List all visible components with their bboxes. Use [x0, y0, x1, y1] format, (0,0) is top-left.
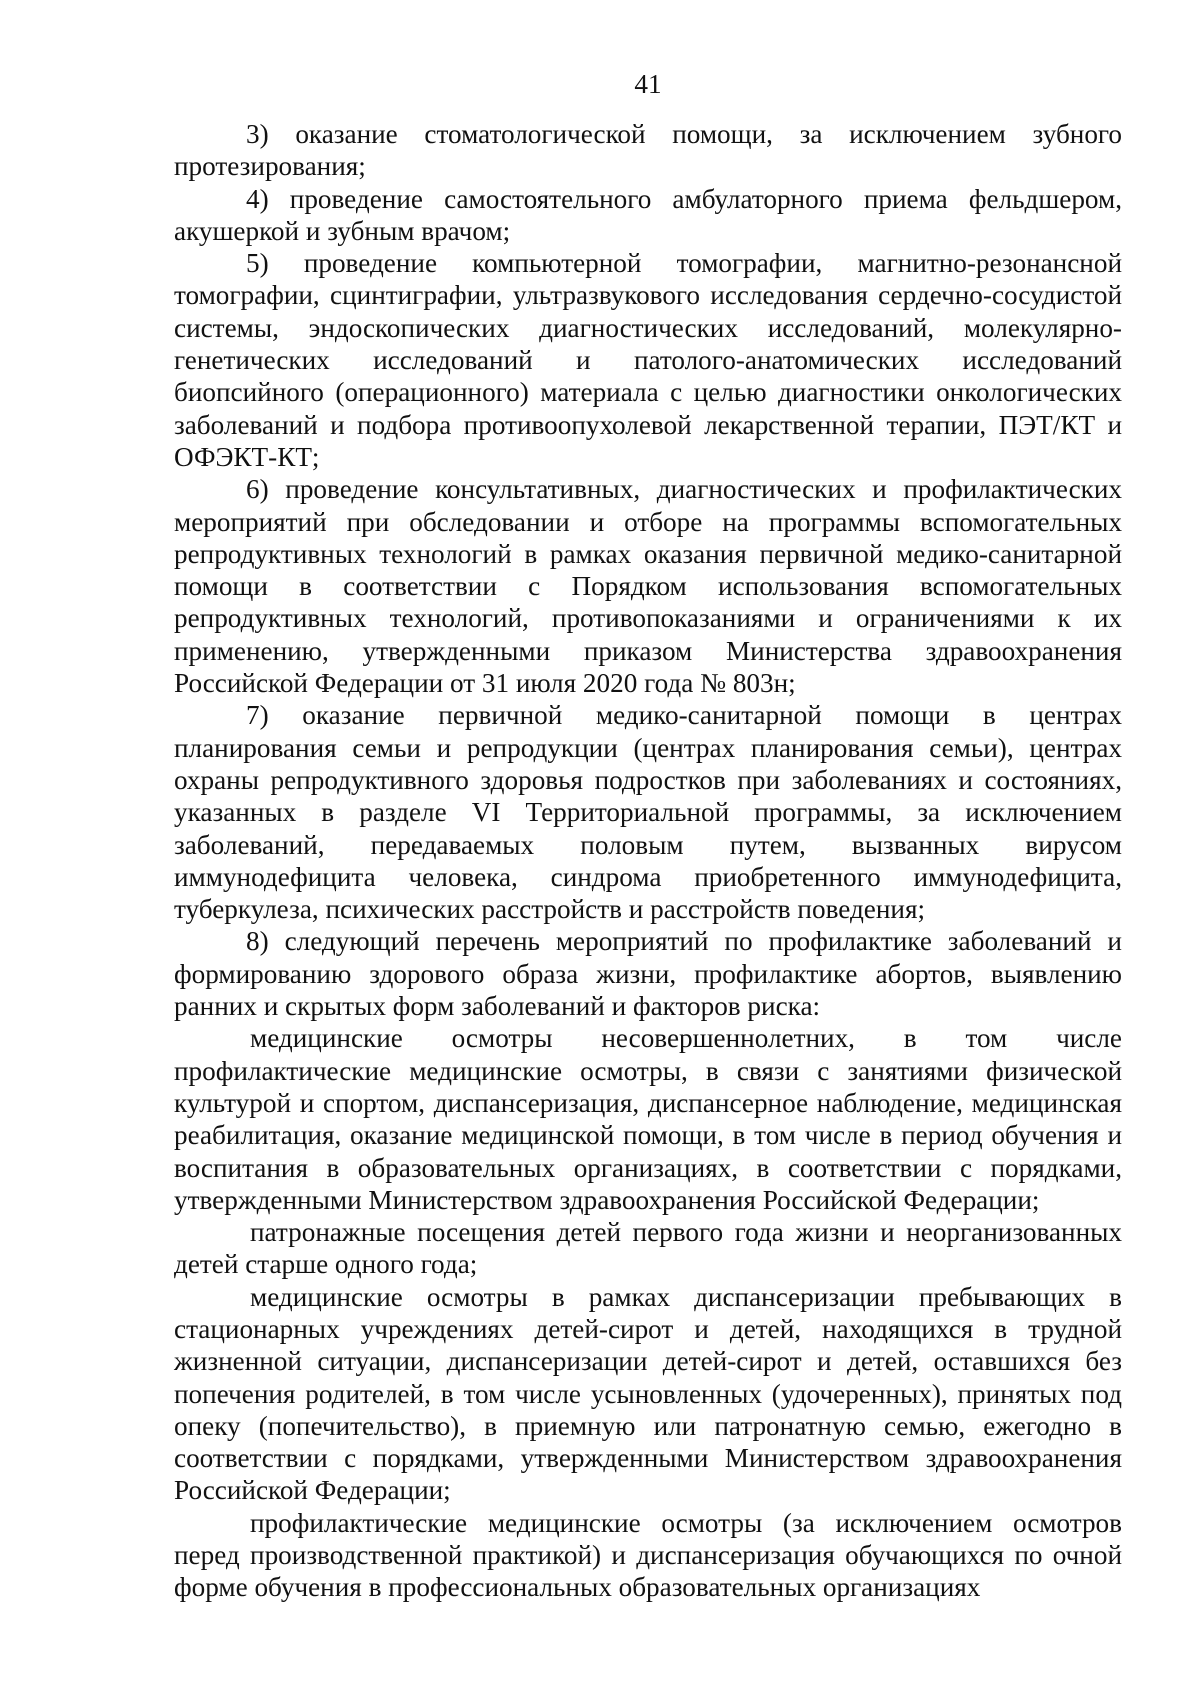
- paragraph-item-3: 3) оказание стоматологической помощи, за исключением зубного протезирования;: [174, 119, 1122, 182]
- paragraph-item-8: 8) следующий перечень мероприятий по профилактике заболеваний и формированию здорового образа жизни, профилактике абортов, выявлению ранних и скрытых форм заболеваний и факторов риска:: [174, 926, 1122, 1022]
- paragraph-subitem-orphan-dispensarization: медицинские осмотры в рамках диспансеризации пребывающих в стационарных учреждениях детей-сирот и детей, находящихся в трудной жизненной ситуации, диспансеризации детей-сирот и детей, оставшихся без попечения родителей, в том числе усыновленных (удочеренных), принятых под опеку (попечительство), в приемную или патронатную семью, ежегодно в соответствии с порядками, утвержденными Министерством здравоохранения Российской Федерации;: [174, 1281, 1122, 1506]
- paragraph-subitem-medical-exams-minors: медицинские осмотры несовершеннолетних, в том числе профилактические медицинские осмотры, в связи с занятиями физической культурой и спортом, диспансеризация, диспансерное наблюдение, медицинская реабилитация, оказание медицинской помощи, в том числе в период обучения и воспитания в образовательных организациях, в соответствии с порядками, утвержденными Министерством здравоохранения Российской Федерации;: [174, 1023, 1122, 1215]
- paragraph-subitem-patronage-visits: патронажные посещения детей первого года жизни и неорганизованных детей старше одного года;: [174, 1217, 1122, 1280]
- document-page: [174, 68, 1122, 1604]
- page-number: 41: [634, 69, 662, 99]
- paragraph-item-7: 7) оказание первичной медико-санитарной помощи в центрах планирования семьи и репродукции (центрах планирования семьи), центрах охраны репродуктивного здоровья подростков при заболеваниях и состояниях, указанных в разделе VI Территориальной программы, за исключением заболеваний, передаваемых половым путем, вызванных вирусом иммунодефицита человека, синдрома приобретенного иммунодефицита, туберкулеза, психических расстройств и расстройств поведения;: [174, 700, 1122, 925]
- paragraph-item-4: 4) проведение самостоятельного амбулаторного приема фельдшером, акушеркой и зубным врачом;: [174, 183, 1122, 246]
- paragraph-item-5: 5) проведение компьютерной томографии, магнитно-резонансной томографии, сцинтиграфии, ультразвукового исследования сердечно-сосудистой системы, эндоскопических диагностических исследований, молекулярно-генетических исследований и патолого-анатомических исследований биопсийного (операционного) материала с целью диагностики онкологических заболеваний и подбора противоопухолевой лекарственной терапии, ПЭТ/КТ и ОФЭКТ-КТ;: [174, 248, 1122, 472]
- paragraph-subitem-student-exams: профилактические медицинские осмотры (за исключением осмотров перед производственной практикой) и диспансеризация обучающихся по очной форме обучения в профессиональных образовательных организациях: [174, 1507, 1122, 1603]
- paragraph-item-6: 6) проведение консультативных, диагностических и профилактических мероприятий при обследовании и отборе на программы вспомогательных репродуктивных технологий в рамках оказания первичной медико-санитарной помощи в соответствии с Порядком использования вспомогательных репродуктивных технологий, противопоказаниями и ограничениями к их применению, утвержденными приказом Министерства здравоохранения Российской Федерации от 31 июля 2020 года № 803н;: [174, 474, 1122, 699]
